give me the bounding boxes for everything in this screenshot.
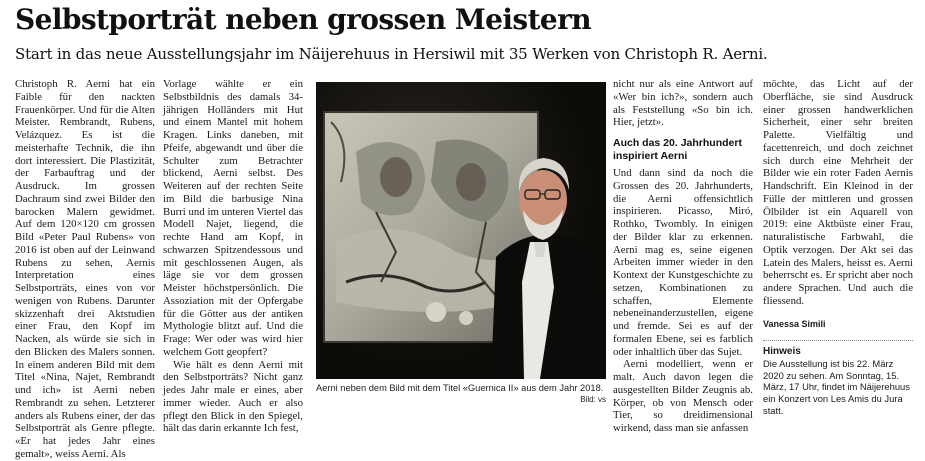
article-column-3 bbox=[613, 78, 753, 435]
article-column-2 bbox=[163, 78, 303, 435]
paragraph: Christoph R. Aerni hat ein Faible für den nackten Frauenkörper. Und für die Alten Meister. Rembrandt, Rubens, Velázquez. Es ist die meisterhafte Technik, die ihn dort interessiert. Die Plastizität, der Farbauftrag und der Ausdruck. Im grossen Dachraum sind zwei Bilder den barocken Malern gewidmet. Auf dem 120×120 cm grossen Bild «Peter Paul Rubens» von 2016 ist oben auf der Leinwand Rubens zu sehen, Aernis Interpretation eines Selbstporträts, eines von vor wenigen von Rubens. Darunter skizzenhaft drei Aktstudien einer Frau, den Kopf im Nacken, als würde sie sich in den Blicken des Malers sonnen. In einem anderen Bild mit dem Titel «Nina, Najet, Rembrandt und ich» ist Aerni neben Rembrandt zu sehen. Letzterer anders als Rubens einer, der das Selbstporträt als Genre pflegte. «Er hat jedes Jahr eines gemalt», weiss Aerni. Als bbox=[15, 78, 155, 460]
paragraph: möchte, das Licht auf der Oberfläche, sie sind Ausdruck einer grossen handwerklichen Sicherheit, einer sehr breiten Palette. Vielfältig und facettenreich, und doch zeichnet sich durch eine Mehrheit der Bilder wie ein roter Faden Aernis Handschrift. Ein Kleinod in der Fülle der mittleren und grossen Ölbilder ist ein Aquarell von 2019: eine Aktbüste einer Frau, naturalistische Farbwahl, die Optik verzogen. Der Akt sei das Latein des Malers, heisst es. Aerni beherrscht es. Er spricht aber noch andere Sprachen. Und auch die fliessend. bbox=[763, 78, 913, 307]
article-column-4 bbox=[763, 78, 913, 416]
paragraph: Wie hält es denn Aerni mit den Selbstporträts? Nicht ganz jedes Jahr male er eines, aber immer wieder. Auch er also pflegt den Blick in den Spiegel, hält das darin erkannte Ich fest, bbox=[163, 358, 303, 435]
info-box bbox=[763, 340, 913, 416]
author-name: Vanessa Simili bbox=[763, 318, 826, 329]
paragraph: nicht nur als eine Antwort auf «Wer bin ich?», sondern auch als Feststellung «So bin ich. Hier, jetzt». bbox=[613, 78, 753, 129]
paragraph: Aerni modelliert, wenn er malt. Auch davon legen die ausgestellten Bilder Zeugnis ab. Körper, ob von Mensch oder Tier, so dreidimensional wirkend, dass man sie anfassen bbox=[613, 358, 753, 434]
photo-caption bbox=[316, 383, 606, 404]
caption-text: Aerni neben dem Bild mit dem Titel «Guernica II» aus dem Jahr 2018. bbox=[316, 383, 604, 393]
info-box-text: Die Ausstellung ist bis 22. März 2020 zu sehen. Am Sonntag, 15. März, 17 Uhr, findet im Näijerehuus ein Konzert von Les Amis du Jura statt. bbox=[763, 358, 910, 416]
photo-image bbox=[316, 82, 606, 379]
subheadline: Start in das neue Ausstellungsjahr im Näijerehuus in Hersiwil mit 35 Werken von Christoph R. Aerni. bbox=[15, 45, 768, 63]
paragraph: Vorlage wählte er ein Selbstbildnis des damals 34-jährigen Holländers mit Hut und einem Mantel mit hohem Kragen. Links daneben, mit Pfeife, abgewandt und über die Schulter zum Betrachter blickend, Aerni selbst. Des Weiteren auf der rechten Seite im Bild die barbusige Nina Burri und im unteren Viertel das Modell Najet, liegend, die rechte Hand am Kopf, in schwarzen Spitzendessous und mit geschlossenen Augen, als läge sie vor dem grossen Meister höchstpersönlich. Die Assoziation mit der Opfergabe für die Götter aus der antiken Mythologie blitzt auf. Und die Frage: Wer oder was wird hier welchem Gott geopfert? bbox=[163, 78, 303, 358]
article-column-1 bbox=[15, 78, 155, 461]
section-heading: Auch das 20. Jahrhundert inspiriert Aerni bbox=[613, 137, 742, 162]
info-box-title: Hinweis bbox=[763, 346, 801, 358]
headline: Selbstporträt neben grossen Meistern bbox=[15, 3, 592, 36]
article-photo bbox=[316, 82, 606, 379]
paragraph: Und dann sind da noch die Grossen des 20. Jahrhunderts, die Aerni offensichtlich inspirieren. Picasso, Miró, Rothko, Twombly. In einigen der Bilder klar zu erkennen. Aerni mag es, seine eigenen Arbeiten immer wieder in den Kontext der Kunstgeschichte zu setzen, Kombinationen zu schaffen, Elemente nebeneinanderzustellen, eigene und fremde. Sei es auf der formalen Ebene, sei es farblich oder inhaltlich über das Sujet. bbox=[613, 167, 753, 358]
photo-credit: Bild: vs bbox=[580, 395, 606, 404]
